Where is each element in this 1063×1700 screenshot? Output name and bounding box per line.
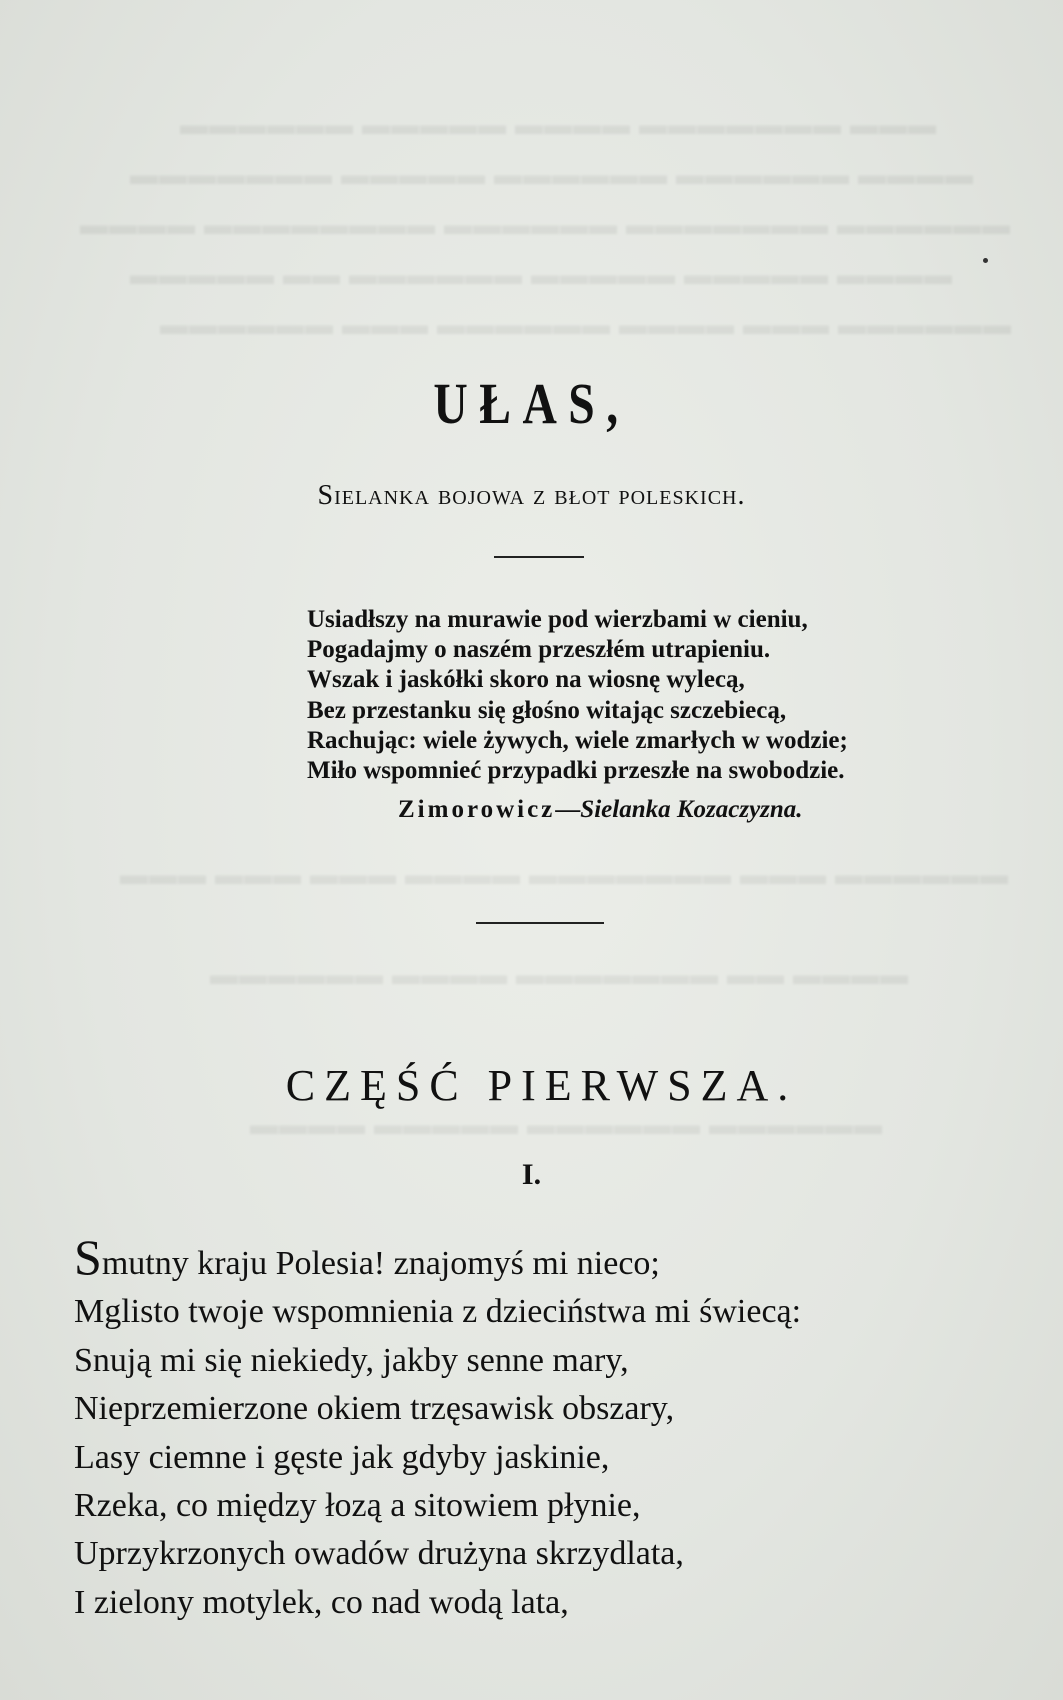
- drop-letter: S: [74, 1229, 102, 1285]
- divider-rule: [476, 922, 604, 924]
- show-through-text: ▬▬▬▬ ▬▬▬▬▬ ▬▬▬▬▬▬ ▬▬▬▬▬▬: [250, 1110, 883, 1141]
- epigraph-line: Usiadłszy na murawie pod wierzbami w cieniu,: [307, 606, 808, 633]
- epigraph-line: Bez przestanku się głośno witając szczebiecą,: [307, 696, 787, 724]
- ink-speck: [983, 258, 988, 263]
- epigraph-line: Miło wspomnieć przypadki przeszłe na swobodzie.: [307, 757, 845, 785]
- poem-line: Uprzykrzonych owadów drużyna skrzydlata,: [74, 1535, 684, 1573]
- show-through-text: ▬▬▬▬▬▬▬ ▬▬▬▬▬ ▬▬▬▬▬▬ ▬▬▬▬▬▬ ▬▬▬▬: [130, 160, 974, 191]
- poem-line: [74, 1229, 1034, 1288]
- epigraph-work: Sielanka Kozaczyzna.: [580, 796, 803, 823]
- poem-line: Mglisto twoje wspomnienia z dzieciństwa mi świecą:: [74, 1293, 802, 1331]
- show-through-text: ▬▬▬▬▬▬ ▬▬▬▬ ▬▬▬▬▬▬▬ ▬▬ ▬▬▬▬: [210, 960, 909, 991]
- show-through-text: ▬▬▬▬▬▬ ▬▬▬▬▬ ▬▬▬▬ ▬▬▬▬▬▬▬ ▬▬▬: [180, 110, 937, 141]
- epigraph-attribution: [398, 796, 803, 824]
- poem-title: UŁAS,: [433, 371, 630, 436]
- epigraph-line: Pogadajmy o naszém przeszłém utrapieniu.: [307, 636, 771, 664]
- poem-body: [74, 1229, 1034, 1627]
- poem-line: I zielony motylek, co nad wodą lata,: [74, 1583, 569, 1621]
- attribution-separator: —: [555, 796, 581, 823]
- poem-line: Nieprzemierzone okiem trzęsawisk obszary,: [74, 1390, 675, 1428]
- part-heading: CZĘŚĆ PIERWSZA.: [285, 1061, 798, 1110]
- section-number: I.: [521, 1158, 542, 1191]
- epigraph-line: Rachując: wiele żywych, wiele zmarłych w wodzie;: [307, 726, 848, 754]
- show-through-text: ▬▬▬▬ ▬▬▬▬▬▬▬▬ ▬▬▬▬▬▬ ▬▬▬▬▬▬▬ ▬▬▬▬▬▬: [80, 210, 1011, 241]
- epigraph-author: Zimorowicz: [398, 796, 556, 823]
- first-line-text: mutny kraju Polesia! znajomyś mi nieco;: [101, 1245, 660, 1282]
- show-through-text: ▬▬▬ ▬▬▬ ▬▬▬ ▬▬▬▬ ▬▬▬▬▬▬▬ ▬▬▬ ▬▬▬▬▬▬: [120, 860, 1009, 891]
- epigraph-line: Wszak i jaskółki skoro na wiosnę wylecą,: [307, 666, 745, 694]
- poem-line: Lasy ciemne i gęste jak gdyby jaskinie,: [74, 1438, 610, 1476]
- poem-line: Rzeka, co między łozą a sitowiem płynie,: [74, 1487, 641, 1525]
- show-through-text: ▬▬▬▬▬ ▬▬ ▬▬▬▬▬▬ ▬▬▬▬▬ ▬▬▬▬▬ ▬▬▬▬: [130, 260, 953, 291]
- show-through-text: ▬▬▬▬▬▬ ▬▬▬ ▬▬▬▬▬▬ ▬▬▬▬ ▬▬▬ ▬▬▬▬▬▬: [160, 310, 1012, 341]
- divider-rule: [494, 556, 584, 558]
- epigraph: [307, 605, 997, 786]
- poem-line: Snują mi się niekiedy, jakby senne mary,: [74, 1341, 629, 1379]
- poem-subtitle: Sielanka bojowa z błot poleskich.: [317, 480, 746, 511]
